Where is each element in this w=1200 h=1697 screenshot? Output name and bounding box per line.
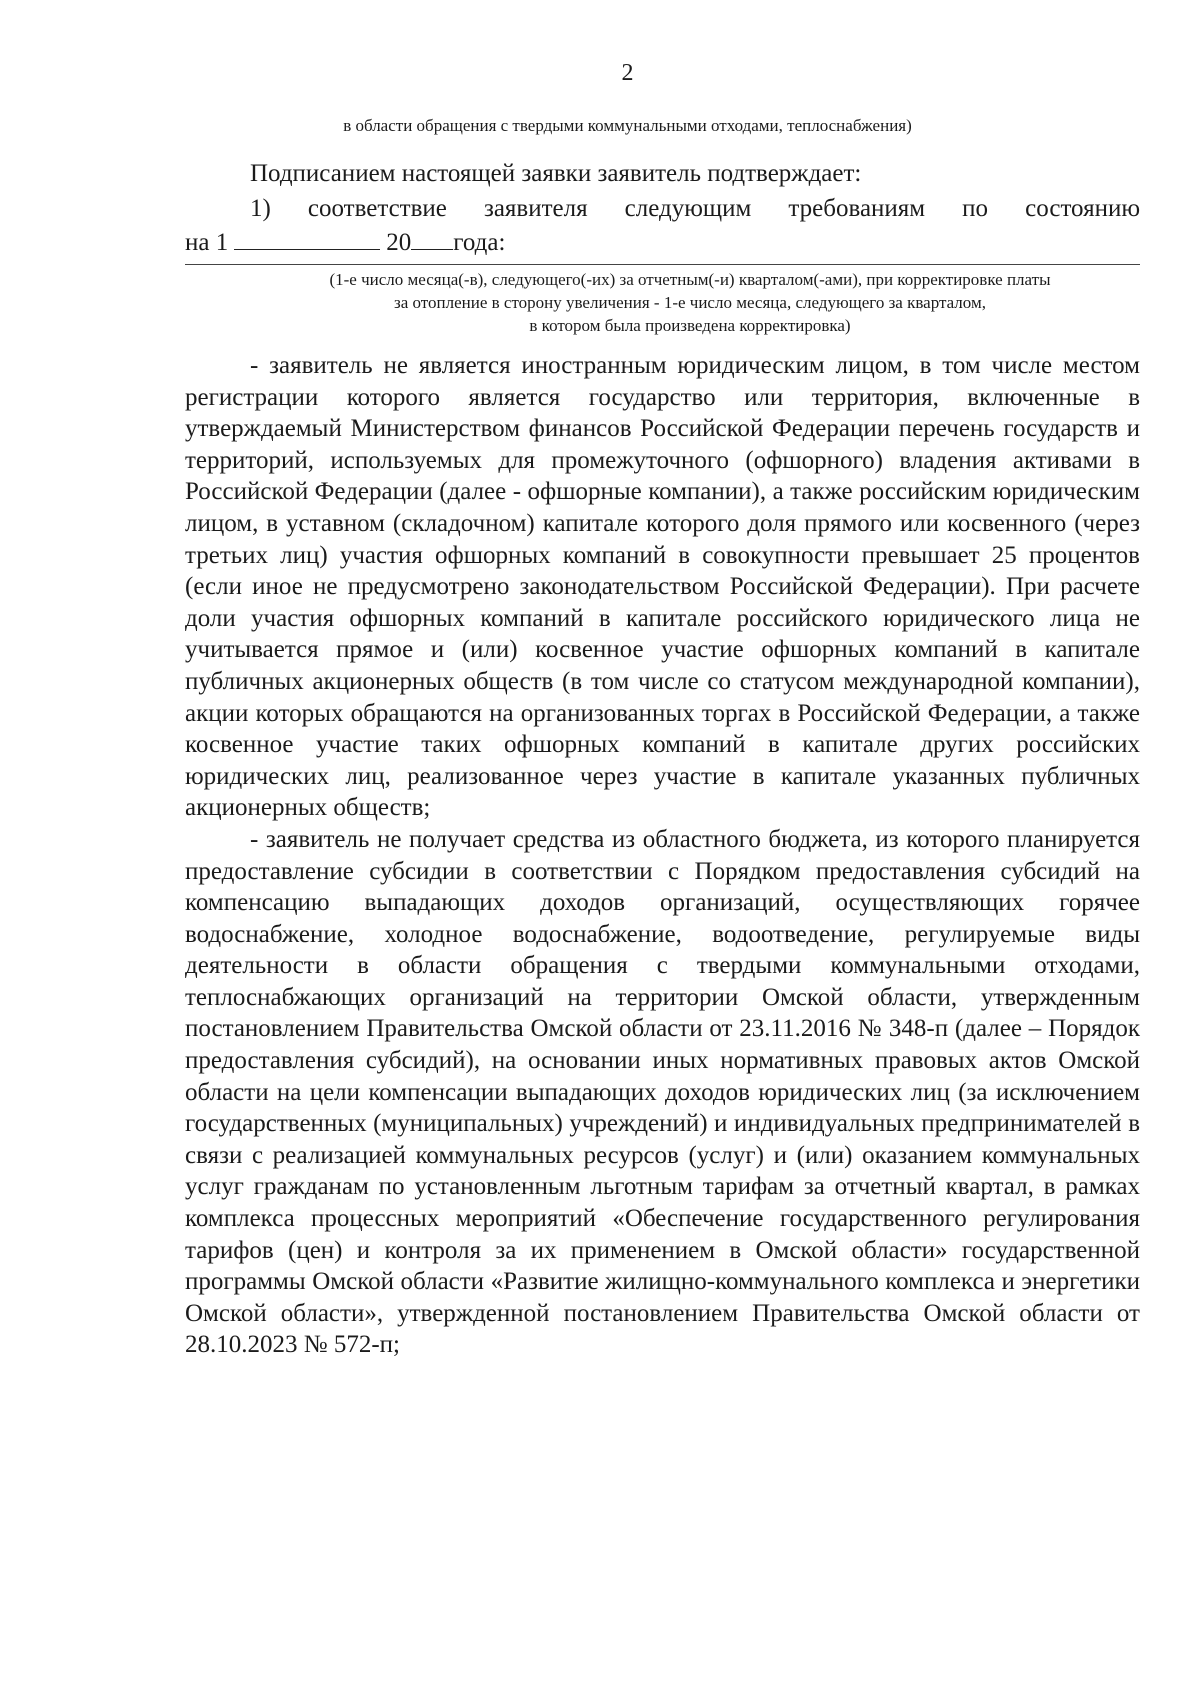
date-line xyxy=(185,225,1140,259)
footnote-divider xyxy=(185,264,1140,265)
paragraph-offshore-requirement: - заявитель не является иностранным юридическим лицом, в том числе местом регистрации которого является государство или территория, включенные в утверждаемый Министерством финансов Российской Федерации перечень государств и территорий, используемых для промежуточного (офшорного) владения активами в Российской Федерации (далее - офшорные компании), а также российским юридическим лицом, в уставном (складочном) капитале которого доля прямого или косвенного (через третьих лиц) участия офшорных компаний в совокупности превышает 25 процентов (если иное не предусмотрено законодательством Российской Федерации). При расчете доли участия офшорных компаний в капитале российского юридического лица не учитывается прямое и (или) косвенное участие офшорных компаний в капитале публичных акционерных обществ (в том числе со статусом международной компании), акции которых обращаются на организованных торгах в Российской Федерации, а также косвенное участие таких офшорных компаний в капитале других российских юридических лиц, реализованное через участие в капитале указанных публичных акционерных обществ; xyxy=(185,352,1140,822)
year-prefix: 20 xyxy=(386,229,412,256)
paragraph-budget-requirement: - заявитель не получает средства из областного бюджета, из которого планируется предоставление субсидии в соответствии с Порядком предоставления субсидий на компенсацию выпадающих доходов организаций, осуществляющих горячее водоснабжение, холодное водоснабжение, водоотведение, регулируемые виды деятельности в области обращения с твердыми коммунальными отходами, теплоснабжающих организаций на территории Омской области, утвержденным постановлением Правительства Омской области от 23.11.2016 № 348-п (далее – Порядок предоставления субсидий), на основании иных нормативных правовых актов Омской области на цели компенсации выпадающих доходов юридических лиц (за исключением государственных (муниципальных) учреждений) и индивидуальных предпринимателей в связи с реализацией коммунальных ресурсов (услуг) и (или) оказанием коммунальных услуг гражданам по установленным льготным тарифам за отчетный квартал, в рамках комплекса процессных мероприятий «Обеспечение государственного регулирования тарифов (цен) и контроля за их применением в Омской области» государственной программы Омской области «Развитие жилищно-коммунального комплекса и энергетики Омской области», утвержденной постановлением Правительства Омской области от 28.10.2023 № 572-п; xyxy=(185,825,1140,1359)
requirement-item-1 xyxy=(185,193,1140,259)
date-footnote xyxy=(240,268,1140,337)
page-number: 2 xyxy=(621,60,634,86)
header-continuation-line: в области обращения с твердыми коммунальными отходами, теплоснабжения) xyxy=(343,116,912,135)
date-blank-field[interactable] xyxy=(234,225,380,250)
date-prefix: на 1 xyxy=(185,229,229,256)
body-text xyxy=(185,350,1140,1361)
footnote-line-1: (1-е число месяца(-в), следующего(-их) за отчетным(-и) кварталом(-ами), при корректировке платы xyxy=(329,270,1051,289)
date-suffix: года: xyxy=(453,229,506,256)
confirmation-intro: Подписанием настоящей заявки заявитель подтверждает: xyxy=(250,160,862,187)
year-blank-field[interactable] xyxy=(411,225,453,250)
footnote-line-3: в котором была произведена корректировка) xyxy=(529,316,851,335)
requirement-item-1-text: 1) соответствие заявителя следующим требованиям по состоянию xyxy=(250,195,1140,222)
footnote-line-2: за отопление в сторону увеличения - 1-е число месяца, следующего за кварталом, xyxy=(394,293,986,312)
